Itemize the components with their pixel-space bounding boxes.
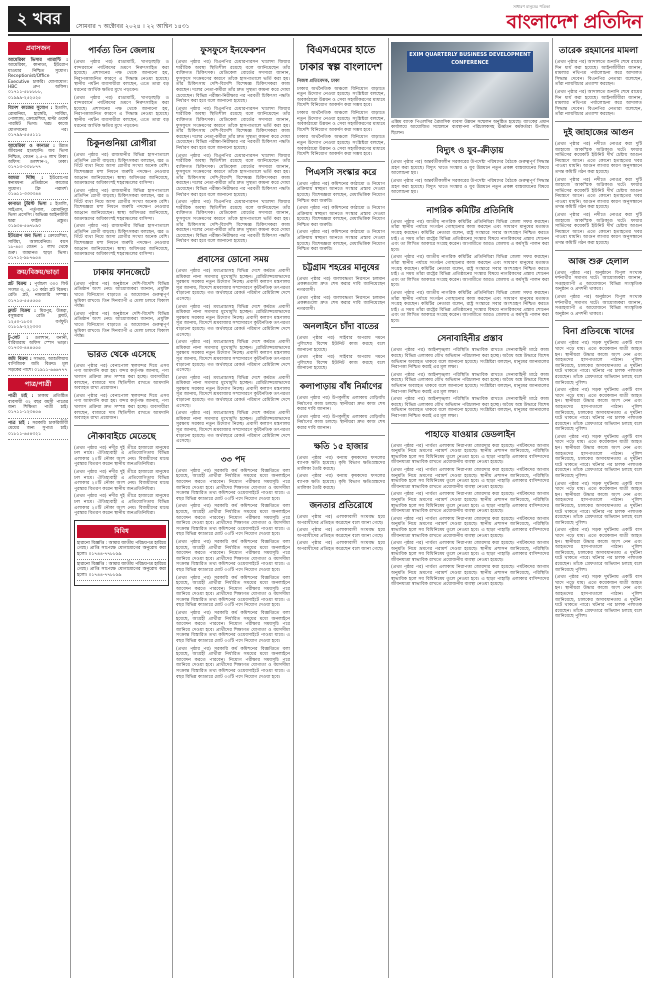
article-text: (প্রথম পৃষ্ঠার পর) নদীতে নোঙর করা দুটি জাহাজে আকস্মিক অগ্নিকাণ্ড ঘটে। ফায়ার সার্ভিসের কয়েকটি ইউনিট দীর্ঘ চেষ্টায় আগুন নিয়ন্ত্রণে আনে। এতে কোনো হতাহতের খবর পাওয়া যায়নি। আগুন লাগার কারণ অনুসন্ধানে তদন্ত কমিটি গঠন করা হয়েছে।	[555, 141, 642, 175]
article-text: (প্রথম পৃষ্ঠার পর) নদীতে নোঙর করা দুটি জাহাজে আকস্মিক অগ্নিকাণ্ড ঘটে। ফায়ার সার্ভিসের কয়েকটি ইউনিট দীর্ঘ চেষ্টায় আগুন নিয়ন্ত্রণে আনে। এতে কোনো হতাহতের খবর পাওয়া যায়নি। আগুন লাগার কারণ অনুসন্ধানে তদন্ত কমিটি গঠন করা হয়েছে।	[555, 213, 642, 247]
article-text: (প্রথম পৃষ্ঠার পর) সরকারি কর্ম কমিশনের বিজ্ঞপ্তিতে বলা হয়েছে, আগ্রহী প্রার্থীরা নির্ধারিত সময়ের মধ্যে অনলাইনে আবেদন করতে পারবেন। নিয়োগ পরীক্ষার সময়সূচি পরে জানিয়ে দেওয়া হবে। প্রার্থীদের শিক্ষাগত যোগ্যতা ও বয়সসীমা সংক্রান্ত বিস্তারিত তথ্য কমিশনের ওয়েবসাইটে পাওয়া যাবে। এ বছর বিভিন্ন ক্যাডারে মোট ৩৩টি পদে নিয়োগ দেওয়া হবে।	[176, 504, 290, 538]
headline: চিকুনগুনিয়া রোগীরা	[86, 139, 157, 150]
column-divider	[388, 38, 389, 978]
article-text: (প্রথম পৃষ্ঠার পর) মধ্যপ্রাচ্যসহ বিভিন্ন দেশে কর্মরত প্রবাসী শ্রমিকরা নানা সমস্যার মুখোমুখি হচ্ছেন। রেমিট্যান্সযোদ্ধাদের সুরক্ষায় সরকার নতুন উদ্যোগ নিচ্ছে। প্রবাসী কল্যাণ মন্ত্রণালয় সূত্র জানায়, বিদেশে শ্রমবাজার সম্প্রসারণে কূটনৈতিক তৎপরতা বাড়ানো হয়েছে। গত অর্থবছরে রেকর্ড পরিমাণ রেমিট্যান্স দেশে এসেছে।	[176, 411, 290, 445]
article-text: (প্রথম পৃষ্ঠার পর) রাজধানীর বিভিন্ন হাসপাতালে প্রতিদিন রোগী বাড়ছে। চিকিৎসকরা বলছেন, জ্বর ও গিঁটে ব্যথা নিয়ে আসা রোগীর সংখ্যা অনেক বেশি। বিশেষজ্ঞরা মশা নিধনে জরুরি পদক্ষেপ নেওয়ার আহ্বান জানিয়েছেন। স্বাস্থ্য অধিদপ্তর জানিয়েছে, আক্রান্তদের অধিকাংশই শহরাঞ্চলের বাসিন্দা।	[74, 224, 169, 258]
article-text: (প্রথম পৃষ্ঠার পর) অনুষ্ঠানে বিপুল সংখ্যক দর্শনার্থীর সমাগম ঘটে। আয়োজকরা জানান, সপ্তাহব্যাপী এ আয়োজনে বিভিন্ন সাংস্কৃতিক অনুষ্ঠান ও প্রদর্শনী থাকবে।	[555, 295, 642, 317]
classified-ad: জমি বিক্রয় : সাভার, আশুলিয়ায় বাণিজ্যিক জমি বিক্রয়। মূল সড়কের পাশে। ০১৯১১-৬৬৬৭৭৭	[8, 357, 68, 376]
article-text: (প্রথম পৃষ্ঠার পর) নদীর দুই তীরে হাজারো মানুষের ঢল নামে। ঐতিহ্যবাহী এ প্রতিযোগিতায় বিভিন্ন এলাকার ২০টি নৌকা অংশ নেয়। বিজয়ীদের মাঝে পুরস্কার বিতরণ করেন স্থানীয় জনপ্রতিনিধিরা।	[74, 445, 169, 468]
article-text: (প্রথম পৃষ্ঠার পর) আইনশৃঙ্খলা পরিস্থিতি স্বাভাবিক রাখতে সেনাবাহিনী মাঠে কাজ করছে। বিভিন্ন এলাকায় যৌথ অভিযান পরিচালনা করা হচ্ছে। অবৈধ অস্ত্র উদ্ধারে বিশেষ অভিযান অব্যাহত থাকবে বলে জানানো হয়েছে। সংশ্লিষ্টরা বলছেন, মানুষের জানমালের নিরাপত্তা নিশ্চিত করাই এর মূল লক্ষ্য।	[391, 397, 549, 419]
divider	[555, 250, 642, 251]
article-text: (প্রথম পৃষ্ঠার পর) এলাকাবাসী সংঘবদ্ধ হয়ে অপরাধীদের প্রতিহত করেছেন বলে জানা গেছে।	[297, 528, 385, 539]
article-text: (প্রথম পৃষ্ঠার পর) সড়ক দুর্ঘটনায় একটি বাস খাদে পড়ে যায়। এতে কয়েকজন যাত্রী আহত হন। স্থানীয়রা উদ্ধার কাজে অংশ নেন এবং আহতদের হাসপাতালে পাঠান। পুলিশ জানিয়েছে, চালকের অসাবধানতায় এ দুর্ঘটনা ঘটে থাকতে পারে। ঘটনার পর চালক পলাতক রয়েছেন। তাঁকে গ্রেফতারে অভিযান চলছে বলে জানিয়েছে পুলিশ।	[555, 575, 642, 620]
divider	[297, 494, 385, 495]
byline: নিজস্ব প্রতিবেদক, ঢাকা	[297, 79, 340, 84]
section-heading: ক্রয়/বিক্রয়/ভাড়া	[8, 266, 68, 279]
classified-list	[8, 58, 68, 264]
divider	[297, 161, 385, 162]
column-divider	[70, 38, 71, 978]
article-text: (প্রথম পৃষ্ঠার পর) মধ্যপ্রাচ্যসহ বিভিন্ন দেশে কর্মরত প্রবাসী শ্রমিকরা নানা সমস্যার মুখোমুখি হচ্ছেন। রেমিট্যান্সযোদ্ধাদের সুরক্ষায় সরকার নতুন উদ্যোগ নিচ্ছে। প্রবাসী কল্যাণ মন্ত্রণালয় সূত্র জানায়, বিদেশে শ্রমবাজার সম্প্রসারণে কূটনৈতিক তৎপরতা বাড়ানো হয়েছে। গত অর্থবছরে রেকর্ড পরিমাণ রেমিট্যান্স দেশে এসেছে।	[176, 304, 290, 338]
news-column-3	[176, 40, 290, 980]
headline: দুই জাহাজের আগুন	[563, 127, 634, 138]
headline: অনলাইনে চাঁদা বাতের	[303, 322, 379, 333]
photo-caption: এক্সিম ব্যাংক পিএলসির ত্রৈমাসিক ব্যবসা উন্নয়ন সম্মেলন অনুষ্ঠিত হয়েছে। ব্যাংকের প্রধান কার্যালয়ে আয়োজিত সম্মেলনে ব্যবস্থাপনা পরিচালকসহ ঊর্ধ্বতন কর্মকর্তারা উপস্থিত ছিলেন।	[391, 120, 549, 136]
article-text: (প্রথম পৃষ্ঠার পর) আইনশৃঙ্খলা পরিস্থিতি স্বাভাবিক রাখতে সেনাবাহিনী মাঠে কাজ করছে। বিভিন্ন এলাকায় যৌথ অভিযান পরিচালনা করা হচ্ছে। অবৈধ অস্ত্র উদ্ধারে বিশেষ অভিযান অব্যাহত থাকবে বলে জানানো হয়েছে। সংশ্লিষ্টরা বলছেন, মানুষের জানমালের নিরাপত্তা নিশ্চিত করাই এর মূল লক্ষ্য।	[391, 348, 549, 371]
news-column-4	[297, 40, 385, 980]
news-column-6	[555, 40, 642, 980]
article-text: (প্রথম পৃষ্ঠার পর) রাজধানীর বিভিন্ন হাসপাতালে প্রতিদিন রোগী বাড়ছে। চিকিৎসকরা বলছেন, জ্বর ও গিঁটে ব্যথা নিয়ে আসা রোগীর সংখ্যা অনেক বেশি। বিশেষজ্ঞরা মশা নিধনে জরুরি পদক্ষেপ নেওয়ার আহ্বান জানিয়েছেন। স্বাস্থ্য অধিদপ্তর জানিয়েছে, আক্রান্তদের অধিকাংশই শহরাঞ্চলের বাসিন্দা।	[74, 153, 169, 187]
headline: ভারত থেকে এসেছে	[87, 349, 156, 360]
article-text: (প্রথম পৃষ্ঠার পর) জাতীয় নাগরিক কমিটির প্রতিনিধিরা বিভিন্ন জেলা সফর করছেন। তাঁরা স্থানীয় পর্যায়ে সংগঠন গোছানোর কাজ করছেন এবং সাধারণ মানুষের মতামত সংগ্রহ করছেন। কমিটির নেতারা বলেন, রাষ্ট্র সংস্কারে সবার অংশগ্রহণ নিশ্চিত করতে চাই। এ সময় তাঁরা রাষ্ট্রের বিভিন্ন প্রতিষ্ঠানের সংস্কার বিষয়ে নাগরিকদের প্রস্তাব শোনেন এবং তা লিখিত আকারে সংগ্রহ করেন। আগামীতে আরও জেলায় এ কর্মসূচি পালন করা হবে।	[391, 290, 549, 324]
article-text: (প্রথম পৃষ্ঠার পর) বেনাপোল স্থলবন্দর দিয়ে এসব পণ্য আমদানি করা হয়। বন্দর কর্তৃপক্ষ জানায়, পণ্য খালাস প্রক্রিয়া দ্রুত সম্পন্ন করা হচ্ছে। ব্যবসায়ীরা বলছেন, বাজারে দাম স্থিতিশীল রাখতে আমদানি অব্যাহত রাখা প্রয়োজন।	[74, 393, 169, 422]
column-divider	[172, 38, 173, 978]
divider	[555, 320, 642, 321]
headline: আজ শুরু হেলাল	[568, 256, 629, 267]
classified-ad: আমেরিকা ও কানাডা : উন্নত জীবনের হাতছানি। জব ভিসা নিশ্চিত, বেতন ২.৫-৪ লাখ টাকা। অফিস: গুলশান-২, ঢাকা। ০১৭১৩-০০৮৮৭৭	[8, 144, 68, 174]
article-text: (প্রথম পৃষ্ঠার পর) এলাকাবাসী সংঘবদ্ধ হয়ে অপরাধীদের প্রতিহত করেছেন বলে জানা গেছে।	[297, 541, 385, 553]
classified-ad: হারানো বিজ্ঞপ্তি : আমার জাতীয় পরিচয়পত্র হারিয়ে গেছে। প্রাপ্তি সাপেক্ষে যোগাযোগের অনুরোধ করা হলো। ০১৭৪৪-৭৭৮৮৯৯	[77, 541, 166, 560]
headline: কলাপাড়ায় বাঁধ নির্মাণের	[299, 381, 383, 392]
article-text: (প্রথম পৃষ্ঠার পর) বেনাপোল স্থলবন্দর দিয়ে এসব পণ্য আমদানি করা হয়। বন্দর কর্তৃপক্ষ জানায়, পণ্য খালাস প্রক্রিয়া দ্রুত সম্পন্ন করা হচ্ছে। ব্যবসায়ীরা বলছেন, বাজারে দাম স্থিতিশীল রাখতে আমদানি অব্যাহত রাখা প্রয়োজন।	[74, 363, 169, 392]
headline: ঢাকায় ফানজেটে	[93, 267, 150, 278]
article-text: (প্রথম পৃষ্ঠার পর) বিএনপির চেয়ারপারসন খালেদা জিয়ার শারীরিক অবস্থা স্থিতিশীল রয়েছে বলে জানিয়েছেন তাঁর ব্যক্তিগত চিকিৎসক। মেডিকেল বোর্ডের সদস্যরা জানান, ফুসফুসে সংক্রমণের কারণে তাঁকে হাসপাতালে ভর্তি করা হয়। তাঁর চিকিৎসায় দেশি-বিদেশি বিশেষজ্ঞ চিকিৎসকরা কাজ করছেন। দলের নেতা-কর্মীরা তাঁর দ্রুত সুস্থতা কামনা করে দোয়া চেয়েছেন। বিভিন্ন পরীক্ষা-নিরীক্ষার পর পরবর্তী চিকিৎসা পদ্ধতি নির্ধারণ করা হবে বলে জানানো হয়েছে।	[176, 200, 290, 245]
divider	[391, 327, 549, 328]
article-text: (প্রথম পৃষ্ঠার পর) পার্বত্য এলাকায় নিরাপত্তা জোরদার করা হয়েছে। পর্যটকদের আগাম অনুমতি নিয়ে ভ্রমণের পরামর্শ দেওয়া হয়েছে। স্থানীয় প্রশাসন জানিয়েছে, পরিস্থিতি স্বাভাবিক হলে সব বিধিনিষেধ তুলে নেওয়া হবে। এ ছাড়া পাহাড়ি এলাকার বাসিন্দাদের জীবনযাত্রা স্বাভাবিক রাখতে প্রয়োজনীয় ব্যবস্থা নেওয়া হয়েছে।	[391, 541, 549, 563]
section-heading: প্রবাসজন	[8, 42, 68, 55]
headline: তারেক রহমানের মামলা	[559, 46, 638, 56]
article-text: (প্রথম পৃষ্ঠার পর) পার্বত্য এলাকায় নিরাপত্তা জোরদার করা হয়েছে। পর্যটকদের আগাম অনুমতি নিয়ে ভ্রমণের পরামর্শ দেওয়া হয়েছে। স্থানীয় প্রশাসন জানিয়েছে, পরিস্থিতি স্বাভাবিক হলে সব বিধিনিষেধ তুলে নেওয়া হবে। এ ছাড়া পাহাড়ি এলাকার বাসিন্দাদের জীবনযাত্রা স্বাভাবিক রাখতে প্রয়োজনীয় ব্যবস্থা নেওয়া হয়েছে।	[391, 467, 549, 490]
article-text: (প্রথম পৃষ্ঠার পর) অন্তর্বর্তীকালীন সরকারের উপদেষ্টা পরিষদের বৈঠকে গুরুত্বপূর্ণ সিদ্ধান্ত গ্রহণ করা হয়েছে। বিদ্যুৎ খাতে সংস্কার ও যুব উন্নয়নে নতুন প্রকল্প বাস্তবায়নের বিষয়ে আলোচনা হয়।	[391, 179, 549, 196]
classified-ad: পাত্র চাই : সরকারি চাকরিজীবী মেয়ের জন্য সুপাত্র চাই। ০১৮১১-৬৫৪৩২১	[8, 421, 68, 440]
article-text: (প্রথম পৃষ্ঠার পর) কমিশনের কাঠামো ও নিয়োগ প্রক্রিয়ায় স্বচ্ছতা আনতে সংস্কার প্রস্তাব দেওয়া হয়েছে। বিশেষজ্ঞরা বলছেন, মেধাভিত্তিক নিয়োগ নিশ্চিত করা জরুরি।	[297, 230, 385, 253]
article-text: (প্রথম পৃষ্ঠার পর) সড়ক দুর্ঘটনায় একটি বাস খাদে পড়ে যায়। এতে কয়েকজন যাত্রী আহত হন। স্থানীয়রা উদ্ধার কাজে অংশ নেন এবং আহতদের হাসপাতালে পাঠান। পুলিশ জানিয়েছে, চালকের অসাবধানতায় এ দুর্ঘটনা ঘটে থাকতে পারে। ঘটনার পর চালক পলাতক রয়েছেন। তাঁকে গ্রেফতারে অভিযান চলছে বলে জানিয়েছে পুলিশ।	[555, 528, 642, 573]
article-text: (প্রথম পৃষ্ঠার পর) সরকারি কর্ম কমিশনের বিজ্ঞপ্তিতে বলা হয়েছে, আগ্রহী প্রার্থীরা নির্ধারিত সময়ের মধ্যে অনলাইনে আবেদন করতে পারবেন। নিয়োগ পরীক্ষার সময়সূচি পরে জানিয়ে দেওয়া হবে। প্রার্থীদের শিক্ষাগত যোগ্যতা ও বয়সসীমা সংক্রান্ত বিস্তারিত তথ্য কমিশনের ওয়েবসাইটে পাওয়া যাবে। এ বছর বিভিন্ন ক্যাডারে মোট ৩৩টি পদে নিয়োগ দেওয়া হবে।	[176, 539, 290, 573]
article-text: (প্রথম পৃষ্ঠার পর) অন্তর্বর্তীকালীন সরকারের উপদেষ্টা পরিষদের বৈঠকে গুরুত্বপূর্ণ সিদ্ধান্ত গ্রহণ করা হয়েছে। বিদ্যুৎ খাতে সংস্কার ও যুব উন্নয়নে নতুন প্রকল্প বাস্তবায়নের বিষয়ে আলোচনা হয়।	[391, 160, 549, 177]
divider	[74, 425, 169, 426]
classified-ad: আমেরিকা ভিসার গ্যারান্টি : আমেরিকা, কানাডা, ইউরোপ যাওয়ার নিশ্চিত সুযোগ। Receptionist/Office Executive চাকরি। যোগাযোগ: HBC গ্রুপ অফিস। ০১৭১১-৫৮৮৮৮৮, ০১৯৯৯-২৫২৫২৫	[8, 58, 68, 104]
divider	[391, 199, 549, 200]
article-text: (প্রথম পৃষ্ঠার পর) জাতীয় নাগরিক কমিটির প্রতিনিধিরা বিভিন্ন জেলা সফর করছেন। তাঁরা স্থানীয় পর্যায়ে সংগঠন গোছানোর কাজ করছেন এবং সাধারণ মানুষের মতামত সংগ্রহ করছেন। কমিটির নেতারা বলেন, রাষ্ট্র সংস্কারে সবার অংশগ্রহণ নিশ্চিত করতে চাই। এ সময় তাঁরা রাষ্ট্রের বিভিন্ন প্রতিষ্ঠানের সংস্কার বিষয়ে নাগরিকদের প্রস্তাব শোনেন এবং তা লিখিত আকারে সংগ্রহ করেন। আগামীতে আরও জেলায় এ কর্মসূচি পালন করা হবে।	[391, 255, 549, 289]
headline: চট্টগ্রাম শহরের মানুষের	[302, 262, 380, 273]
divider	[391, 139, 549, 140]
divider	[176, 448, 290, 449]
headline: ক্ষতি ১৫ হাজার	[313, 441, 369, 452]
article-text: (প্রথম পৃষ্ঠার পর) বন্যায় কৃষকদের ফসলের ব্যাপক ক্ষতি হয়েছে। কৃষি বিভাগ ক্ষতিগ্রস্তদের তালিকা তৈরি করছে।	[297, 474, 385, 491]
classified-ad: হারানো বিজ্ঞপ্তি : আমার জাতীয় পরিচয়পত্র হারিয়ে গেছে। প্রাপ্তি সাপেক্ষে যোগাযোগের অনুরোধ করা হলো। ০১৭৪৪-৭৭৮৮৯৯	[77, 562, 166, 581]
divider	[176, 248, 290, 249]
headline: বিনা প্রতিবন্ধে খাদের	[562, 327, 635, 338]
news-column-2	[74, 40, 169, 980]
classified-ad: আমরা দিচ্ছি : ইউরোপের স্বনামধন্য প্রতিষ্ঠানে কাজের সুযোগ। ফ্রি পরামর্শ। ০১৬১১-৩৩৩৩৪৪	[8, 176, 68, 201]
article-text: (প্রথম পৃষ্ঠার পর) জলাবদ্ধতা নিরসনে চলমান প্রকল্পগুলো দ্রুত শেষ করার দাবি জানিয়েছেন নগরবাসী।	[297, 276, 385, 294]
headline: সেনাবাহিনীর প্রস্তাব	[437, 334, 503, 345]
article-text: (প্রথম পৃষ্ঠার পর) মধ্যপ্রাচ্যসহ বিভিন্ন দেশে কর্মরত প্রবাসী শ্রমিকরা নানা সমস্যার মুখোমুখি হচ্ছেন। রেমিট্যান্সযোদ্ধাদের সুরক্ষায় সরকার নতুন উদ্যোগ নিচ্ছে। প্রবাসী কল্যাণ মন্ত্রণালয় সূত্র জানায়, বিদেশে শ্রমবাজার সম্প্রসারণে কূটনৈতিক তৎপরতা বাড়ানো হয়েছে। গত অর্থবছরে রেকর্ড পরিমাণ রেমিট্যান্স দেশে এসেছে।	[176, 269, 290, 302]
classified-ad: ইউরোপ জব ভিসা : ক্রোয়েশিয়া, সার্বিয়া, আলবেনিয়া। বয়স ১৮-৪৫। বেতন ১ লাখ থেকে শুরু। জামানত ছাড়া ভিসা। ০১৭১২-৯৮৭৬৫৪	[8, 234, 68, 264]
article-text: (প্রথম পৃষ্ঠার পর) অনুষ্ঠানে বিপুল সংখ্যক দর্শনার্থীর সমাগম ঘটে। আয়োজকরা জানান, সপ্তাহব্যাপী এ আয়োজনে বিভিন্ন সাংস্কৃতিক অনুষ্ঠান ও প্রদর্শনী থাকবে।	[555, 270, 642, 293]
classified-ad: পাত্রী চাই : ঢাকায় প্রতিষ্ঠিত ব্যবসায়ী ৩২ বছর বয়সী পাত্রের জন্য শিক্ষিতা পাত্রী চাই। ০১৭১১-১২৩৪৫৬	[8, 394, 68, 419]
article-text: (প্রথম পৃষ্ঠার পর) সাইবার অপরাধ দমনে পুলিশের বিশেষ ইউনিট কাজ করছে বলে জানানো হয়েছে।	[297, 336, 385, 353]
divider	[74, 343, 169, 344]
article-text: (প্রথম পৃষ্ঠার পর) উপকূলীয় এলাকায় বেড়িবাঁধ নির্মাণের কাজ চলছে। স্থানীয়রা দ্রুত কাজ শেষ করার দাবি জানান।	[297, 414, 385, 431]
article-text: ঢাকার অর্থনৈতিক অঞ্চলে বিনিয়োগ বাড়াতে নতুন উদ্যোগ নেওয়া হয়েছে। সংশ্লিষ্টরা বলছেন, অবকাঠামো উন্নয়ন ও সেবা সহজীকরণের মাধ্যমে বিদেশি বিনিয়োগ আকর্ষণ করা সম্ভব হবে।	[297, 86, 385, 109]
divider	[297, 315, 385, 316]
article-text: (প্রথম পৃষ্ঠার পর) পার্বত্য এলাকায় নিরাপত্তা জোরদার করা হয়েছে। পর্যটকদের আগাম অনুমতি নিয়ে ভ্রমণের পরামর্শ দেওয়া হয়েছে। স্থানীয় প্রশাসন জানিয়েছে, পরিস্থিতি স্বাভাবিক হলে সব বিধিনিষেধ তুলে নেওয়া হবে। এ ছাড়া পাহাড়ি এলাকার বাসিন্দাদের জীবনযাত্রা স্বাভাবিক রাখতে প্রয়োজনীয় ব্যবস্থা নেওয়া হয়েছে।	[391, 492, 549, 515]
classified-ad: কানাডা টুরিস্ট ভিসা : ইতালি, সাইপ্রাস, পর্তুগাল, রোমানিয়া ভিসা প্রসেসিং। অভিজ্ঞ আইনজীবী দ্বারা ফাইল প্রস্তুত। ০১৯৩৪-৫৬৭৮৯০	[8, 202, 68, 232]
article-text: (প্রথম পৃষ্ঠার পর) সরকারি কর্ম কমিশনের বিজ্ঞপ্তিতে বলা হয়েছে, আগ্রহী প্রার্থীরা নির্ধারিত সময়ের মধ্যে অনলাইনে আবেদন করতে পারবেন। নিয়োগ পরীক্ষার সময়সূচি পরে জানিয়ে দেওয়া হবে। প্রার্থীদের শিক্ষাগত যোগ্যতা ও বয়সসীমা সংক্রান্ত বিস্তারিত তথ্য কমিশনের ওয়েবসাইটে পাওয়া যাবে। এ বছর বিভিন্ন ক্যাডারে মোট ৩৩টি পদে নিয়োগ দেওয়া হবে।	[176, 468, 290, 502]
divider	[74, 132, 169, 133]
section-name: খবর	[32, 9, 62, 28]
article-text: (প্রথম পৃষ্ঠার পর) অনুষ্ঠানে দেশি-বিদেশি বিভিন্ন প্রতিষ্ঠান অংশ নেয়। আয়োজকরা জানান, প্রযুক্তি খাতে বিনিয়োগ বাড়াতে এ আয়োজন গুরুত্বপূর্ণ ভূমিকা রাখবে। তিন দিনব্যাপী এ মেলা চলবে বিকাল পর্যন্ত।	[74, 311, 169, 340]
article-text: (প্রথম পৃষ্ঠার পর) মধ্যপ্রাচ্যসহ বিভিন্ন দেশে কর্মরত প্রবাসী শ্রমিকরা নানা সমস্যার মুখোমুখি হচ্ছেন। রেমিট্যান্সযোদ্ধাদের সুরক্ষায় সরকার নতুন উদ্যোগ নিচ্ছে। প্রবাসী কল্যাণ মন্ত্রণালয় সূত্র জানায়, বিদেশে শ্রমবাজার সম্প্রসারণে কূটনৈতিক তৎপরতা বাড়ানো হয়েছে। গত অর্থবছরে রেকর্ড পরিমাণ রেমিট্যান্স দেশে এসেছে।	[176, 340, 290, 374]
masthead	[8, 6, 642, 36]
divider	[297, 375, 385, 376]
article-text: ঢাকার অর্থনৈতিক অঞ্চলে বিনিয়োগ বাড়াতে নতুন উদ্যোগ নেওয়া হয়েছে। সংশ্লিষ্টরা বলছেন, অবকাঠামো উন্নয়ন ও সেবা সহজীকরণের মাধ্যমে বিদেশি বিনিয়োগ আকর্ষণ করা সম্ভব হবে।	[297, 110, 385, 133]
article-text: (প্রথম পৃষ্ঠার পর) রাঙামাটি, খাগড়াছড়ি ও বান্দরবানে পর্যটকদের ভ্রমণে নিরুৎসাহিত করা হয়েছে। প্রশাসনের পক্ষ থেকে জানানো হয়, নিরাপত্তাজনিত কারণে এ সিদ্ধান্ত নেওয়া হয়েছে। স্থানীয় পর্যটন ব্যবসায়ীরা বলছেন, এতে তারা বড় ধরনের আর্থিক ক্ষতির মুখে পড়বেন।	[74, 95, 169, 129]
headline: বিদ্যুৎ ও যুব-ক্রীড়ায়	[436, 146, 504, 157]
classified-ad: টু-লেট : গুলশান, বনানী, বারিধারায় অফিস স্পেস ভাড়া। ০১৭৩০-৪৪৪৫৫৫	[8, 336, 68, 355]
headline: জনতার প্রতিরোধে	[309, 501, 373, 512]
newspaper-logo: বাংলাদেশ প্রতিদিন	[506, 11, 642, 33]
column-divider	[552, 38, 553, 978]
headline: পাহাড়ে যাওয়ার ডেডলাইন	[424, 429, 516, 440]
headline: ফুসফুসে ইনফেকশন	[200, 46, 266, 56]
article-text: (প্রথম পৃষ্ঠার পর) নদীতে নোঙর করা দুটি জাহাজে আকস্মিক অগ্নিকাণ্ড ঘটে। ফায়ার সার্ভিসের কয়েকটি ইউনিট দীর্ঘ চেষ্টায় আগুন নিয়ন্ত্রণে আনে। এতে কোনো হতাহতের খবর পাওয়া যায়নি। আগুন লাগার কারণ অনুসন্ধানে তদন্ত কমিটি গঠন করা হয়েছে।	[555, 177, 642, 211]
conference-photo	[391, 42, 549, 118]
headline: পার্বত্য তিন জেলায়	[88, 46, 155, 56]
article-text: (প্রথম পৃষ্ঠার পর) আইনশৃঙ্খলা পরিস্থিতি স্বাভাবিক রাখতে সেনাবাহিনী মাঠে কাজ করছে। বিভিন্ন এলাকায় যৌথ অভিযান পরিচালনা করা হচ্ছে। অবৈধ অস্ত্র উদ্ধারে বিশেষ অভিযান অব্যাহত থাকবে বলে জানানো হয়েছে। সংশ্লিষ্টরা বলছেন, মানুষের জানমালের নিরাপত্তা নিশ্চিত করাই এর মূল লক্ষ্য।	[391, 372, 549, 395]
article-text: (প্রথম পৃষ্ঠার পর) জলাবদ্ধতা নিরসনে চলমান প্রকল্পগুলো দ্রুত শেষ করার দাবি জানিয়েছেন নগরবাসী।	[297, 295, 385, 312]
headline: প্রবাসের ডোনো সময়	[197, 255, 269, 265]
article-text: (প্রথম পৃষ্ঠার পর) রাঙামাটি, খাগড়াছড়ি ও বান্দরবানে পর্যটকদের ভ্রমণে নিরুৎসাহিত করা হয়েছে। প্রশাসনের পক্ষ থেকে জানানো হয়, নিরাপত্তাজনিত কারণে এ সিদ্ধান্ত নেওয়া হয়েছে। স্থানীয় পর্যটন ব্যবসায়ীরা বলছেন, এতে তারা বড় ধরনের আর্থিক ক্ষতির মুখে পড়বেন।	[74, 60, 169, 93]
headline: নৌকাবাইচে মেতেছে	[87, 431, 156, 442]
photo-banner: EXIM QUARTERLY BUSINESS DEVELOPMENT CONFERENCE	[407, 51, 533, 72]
article-text: (প্রথম পৃষ্ঠার পর) সরকারি কর্ম কমিশনের বিজ্ঞপ্তিতে বলা হয়েছে, আগ্রহী প্রার্থীরা নির্ধারিত সময়ের মধ্যে অনলাইনে আবেদন করতে পারবেন। নিয়োগ পরীক্ষার সময়সূচি পরে জানিয়ে দেওয়া হবে। প্রার্থীদের শিক্ষাগত যোগ্যতা ও বয়সসীমা সংক্রান্ত বিস্তারিত তথ্য কমিশনের ওয়েবসাইটে পাওয়া যাবে। এ বছর বিভিন্ন ক্যাডারে মোট ৩৩টি পদে নিয়োগ দেওয়া হবে।	[176, 611, 290, 645]
article-text: (প্রথম পৃষ্ঠার পর) রাজধানীর বিভিন্ন হাসপাতালে প্রতিদিন রোগী বাড়ছে। চিকিৎসকরা বলছেন, জ্বর ও গিঁটে ব্যথা নিয়ে আসা রোগীর সংখ্যা অনেক বেশি। বিশেষজ্ঞরা মশা নিধনে জরুরি পদক্ষেপ নেওয়ার আহ্বান জানিয়েছেন। স্বাস্থ্য অধিদপ্তর জানিয়েছে, আক্রান্তদের অধিকাংশই শহরাঞ্চলের বাসিন্দা।	[74, 188, 169, 222]
article-text: (প্রথম পৃষ্ঠার পর) বিএনপির চেয়ারপারসন খালেদা জিয়ার শারীরিক অবস্থা স্থিতিশীল রয়েছে বলে জানিয়েছেন তাঁর ব্যক্তিগত চিকিৎসক। মেডিকেল বোর্ডের সদস্যরা জানান, ফুসফুসে সংক্রমণের কারণে তাঁকে হাসপাতালে ভর্তি করা হয়। তাঁর চিকিৎসায় দেশি-বিদেশি বিশেষজ্ঞ চিকিৎসকরা কাজ করছেন। দলের নেতা-কর্মীরা তাঁর দ্রুত সুস্থতা কামনা করে দোয়া চেয়েছেন। বিভিন্ন পরীক্ষা-নিরীক্ষার পর পরবর্তী চিকিৎসা পদ্ধতি নির্ধারণ করা হবে বলে জানানো হয়েছে।	[176, 153, 290, 198]
page-number-text: ২	[16, 9, 28, 28]
article-text: (প্রথম পৃষ্ঠার পর) সরকারি কর্ম কমিশনের বিজ্ঞপ্তিতে বলা হয়েছে, আগ্রহী প্রার্থীরা নির্ধারিত সময়ের মধ্যে অনলাইনে আবেদন করতে পারবেন। নিয়োগ পরীক্ষার সময়সূচি পরে জানিয়ে দেওয়া হবে। প্রার্থীদের শিক্ষাগত যোগ্যতা ও বয়সসীমা সংক্রান্ত বিস্তারিত তথ্য কমিশনের ওয়েবসাইটে পাওয়া যাবে। এ বছর বিভিন্ন ক্যাডারে মোট ৩৩টি পদে নিয়োগ দেওয়া হবে।	[176, 575, 290, 609]
article-text: (প্রথম পৃষ্ঠার পর) সড়ক দুর্ঘটনায় একটি বাস খাদে পড়ে যায়। এতে কয়েকজন যাত্রী আহত হন। স্থানীয়রা উদ্ধার কাজে অংশ নেন এবং আহতদের হাসপাতালে পাঠান। পুলিশ জানিয়েছে, চালকের অসাবধানতায় এ দুর্ঘটনা ঘটে থাকতে পারে। ঘটনার পর চালক পলাতক রয়েছেন। তাঁকে গ্রেফতারে অভিযান চলছে বলে জানিয়েছে পুলিশ।	[555, 434, 642, 480]
article-text: (প্রথম পৃষ্ঠার পর) আদালতে শুনানি শেষে রায়ের দিন ধার্য করা হয়েছে। আইনজীবীরা জানান, মামলার নথিপত্র পর্যালোচনা করে আদালত সিদ্ধান্ত দেবেন। বিএনপির নেতারা বলেছেন, তাঁরা ন্যায়বিচার প্রত্যাশা করছেন।	[555, 89, 642, 118]
article-text: (প্রথম পৃষ্ঠার পর) অনুষ্ঠানে দেশি-বিদেশি বিভিন্ন প্রতিষ্ঠান অংশ নেয়। আয়োজকরা জানান, প্রযুক্তি খাতে বিনিয়োগ বাড়াতে এ আয়োজন গুরুত্বপূর্ণ ভূমিকা রাখবে। তিন দিনব্যাপী এ মেলা চলবে বিকাল পর্যন্ত।	[74, 281, 169, 310]
article-text: (প্রথম পৃষ্ঠার পর) সড়ক দুর্ঘটনায় একটি বাস খাদে পড়ে যায়। এতে কয়েকজন যাত্রী আহত হন। স্থানীয়রা উদ্ধার কাজে অংশ নেন এবং আহতদের হাসপাতালে পাঠান। পুলিশ জানিয়েছে, চালকের অসাবধানতায় এ দুর্ঘটনা ঘটে থাকতে পারে। ঘটনার পর চালক পলাতক রয়েছেন। তাঁকে গ্রেফতারে অভিযান চলছে বলে জানিয়েছে পুলিশ।	[555, 388, 642, 433]
column-divider	[293, 38, 294, 978]
divider	[555, 121, 642, 122]
classified-ad: প্লট বিক্রয় : পূর্বাচল ৩০০ ফিট সংলগ্ন ৩, ৫, ১০ কাঠা প্লট বিক্রয়। রেডি প্লট, নামজারি সম্পন্ন। ০১৭১৫-৫৫৫৫৫৫	[8, 282, 68, 307]
article-text: (প্রথম পৃষ্ঠার পর) সরকারি কর্ম কমিশনের বিজ্ঞপ্তিতে বলা হয়েছে, আগ্রহী প্রার্থীরা নির্ধারিত সময়ের মধ্যে অনলাইনে আবেদন করতে পারবেন। নিয়োগ পরীক্ষার সময়সূচি পরে জানিয়ে দেওয়া হবে। প্রার্থীদের শিক্ষাগত যোগ্যতা ও বয়সসীমা সংক্রান্ত বিস্তারিত তথ্য কমিশনের ওয়েবসাইটে পাওয়া যাবে। এ বছর বিভিন্ন ক্যাডারে মোট ৩৩টি পদে নিয়োগ দেওয়া হবে।	[176, 646, 290, 680]
page-number	[8, 6, 70, 32]
headline: নাগরিক কমিটির প্রতিনিধি	[426, 205, 514, 216]
article-text: (প্রথম পৃষ্ঠার পর) পার্বত্য এলাকায় নিরাপত্তা জোরদার করা হয়েছে। পর্যটকদের আগাম অনুমতি নিয়ে ভ্রমণের পরামর্শ দেওয়া হয়েছে। স্থানীয় প্রশাসন জানিয়েছে, পরিস্থিতি স্বাভাবিক হলে সব বিধিনিষেধ তুলে নেওয়া হবে। এ ছাড়া পাহাড়ি এলাকার বাসিন্দাদের জীবনযাত্রা স্বাভাবিক রাখতে প্রয়োজনীয় ব্যবস্থা নেওয়া হয়েছে।	[391, 516, 549, 539]
article-text: (প্রথম পৃষ্ঠার পর) আদালতে শুনানি শেষে রায়ের দিন ধার্য করা হয়েছে। আইনজীবীরা জানান, মামলার নথিপত্র পর্যালোচনা করে আদালত সিদ্ধান্ত দেবেন। বিএনপির নেতারা বলেছেন, তাঁরা ন্যায়বিচার প্রত্যাশা করছেন।	[555, 60, 642, 88]
classified-ad: ফ্ল্যাট বিক্রয় : মিরপুর, উত্তরা, বসুন্ধরায় রেডি ফ্ল্যাট, ১২৫০-১৮০০ বর্গফুট। ০১৮১৯-২২২৩৩৩	[8, 309, 68, 334]
article-text: (প্রথম পৃষ্ঠার পর) এলাকাবাসী সংঘবদ্ধ হয়ে অপরাধীদের প্রতিহত করেছেন বলে জানা গেছে।	[297, 515, 385, 526]
divider	[297, 256, 385, 257]
divider	[297, 435, 385, 436]
classifieds-column	[8, 40, 68, 980]
headline: বিএসএমের হাতে ঢাকার স্বল্প বাংলাদেশ	[299, 45, 383, 73]
article-text: (প্রথম পৃষ্ঠার পর) সড়ক দুর্ঘটনায় একটি বাস খাদে পড়ে যায়। এতে কয়েকজন যাত্রী আহত হন। স্থানীয়রা উদ্ধার কাজে অংশ নেন এবং আহতদের হাসপাতালে পাঠান। পুলিশ জানিয়েছে, চালকের অসাবধানতায় এ দুর্ঘটনা ঘটে থাকতে পারে। ঘটনার পর চালক পলাতক রয়েছেন। তাঁকে গ্রেফতারে অভিযান চলছে বলে জানিয়েছে পুলিশ।	[555, 481, 642, 526]
article-text: (প্রথম পৃষ্ঠার পর) পার্বত্য এলাকায় নিরাপত্তা জোরদার করা হয়েছে। পর্যটকদের আগাম অনুমতি নিয়ে ভ্রমণের পরামর্শ দেওয়া হয়েছে। স্থানীয় প্রশাসন জানিয়েছে, পরিস্থিতি স্বাভাবিক হলে সব বিধিনিষেধ তুলে নেওয়া হবে। এ ছাড়া পাহাড়ি এলাকার বাসিন্দাদের জীবনযাত্রা স্বাভাবিক রাখতে প্রয়োজনীয় ব্যবস্থা নেওয়া হয়েছে।	[391, 565, 549, 588]
article-text: (প্রথম পৃষ্ঠার পর) বিএনপির চেয়ারপারসন খালেদা জিয়ার শারীরিক অবস্থা স্থিতিশীল রয়েছে বলে জানিয়েছেন তাঁর ব্যক্তিগত চিকিৎসক। মেডিকেল বোর্ডের সদস্যরা জানান, ফুসফুসে সংক্রমণের কারণে তাঁকে হাসপাতালে ভর্তি করা হয়। তাঁর চিকিৎসায় দেশি-বিদেশি বিশেষজ্ঞ চিকিৎসকরা কাজ করছেন। দলের নেতা-কর্মীরা তাঁর দ্রুত সুস্থতা কামনা করে দোয়া চেয়েছেন। বিভিন্ন পরীক্ষা-নিরীক্ষার পর পরবর্তী চিকিৎসা পদ্ধতি নির্ধারণ করা হবে বলে জানানো হয়েছে।	[176, 60, 290, 105]
article-text: (প্রথম পৃষ্ঠার পর) কমিশনের কাঠামো ও নিয়োগ প্রক্রিয়ায় স্বচ্ছতা আনতে সংস্কার প্রস্তাব দেওয়া হয়েছে। বিশেষজ্ঞরা বলছেন, মেধাভিত্তিক নিয়োগ নিশ্চিত করা জরুরি।	[297, 181, 385, 204]
divider	[74, 261, 169, 262]
tagline: সাধারণ মানুষের পত্রিকা	[513, 4, 550, 9]
article-text: (প্রথম পৃষ্ঠার পর) সড়ক দুর্ঘটনায় একটি বাস খাদে পড়ে যায়। এতে কয়েকজন যাত্রী আহত হন। স্থানীয়রা উদ্ধার কাজে অংশ নেন এবং আহতদের হাসপাতালে পাঠান। পুলিশ জানিয়েছে, চালকের অসাবধানতায় এ দুর্ঘটনা ঘটে থাকতে পারে। ঘটনার পর চালক পলাতক রয়েছেন। তাঁকে গ্রেফতারে অভিযান চলছে বলে জানিয়েছে পুলিশ।	[555, 341, 642, 386]
classified-ad: বিদেশ কাজের সুযোগ : ইতালি, রোমানিয়া, হাঙ্গেরি, সার্বিয়া, পোল্যান্ড, ক্রোয়েশিয়া, মাল্টা ওয়ার্ক পারমিট ভিসা। খরচ কাজে যোগদানের পর। ০১৭৯৯-৫৫৫১১১	[8, 106, 68, 141]
article-text: (প্রথম পৃষ্ঠার পর) নদীর দুই তীরে হাজারো মানুষের ঢল নামে। ঐতিহ্যবাহী এ প্রতিযোগিতায় বিভিন্ন এলাকার ২০টি নৌকা অংশ নেয়। বিজয়ীদের মাঝে পুরস্কার বিতরণ করেন স্থানীয় জনপ্রতিনিধিরা।	[74, 494, 169, 517]
misc-box	[74, 520, 169, 586]
article-text: (প্রথম পৃষ্ঠার পর) মধ্যপ্রাচ্যসহ বিভিন্ন দেশে কর্মরত প্রবাসী শ্রমিকরা নানা সমস্যার মুখোমুখি হচ্ছেন। রেমিট্যান্সযোদ্ধাদের সুরক্ষায় সরকার নতুন উদ্যোগ নিচ্ছে। প্রবাসী কল্যাণ মন্ত্রণালয় সূত্র জানায়, বিদেশে শ্রমবাজার সম্প্রসারণে কূটনৈতিক তৎপরতা বাড়ানো হয়েছে। গত অর্থবছরে রেকর্ড পরিমাণ রেমিট্যান্স দেশে এসেছে।	[176, 375, 290, 409]
section-heading: পাত্র/পাত্রী	[8, 378, 68, 391]
article-text: (প্রথম পৃষ্ঠার পর) উপকূলীয় এলাকায় বেড়িবাঁধ নির্মাণের কাজ চলছে। স্থানীয়রা দ্রুত কাজ শেষ করার দাবি জানান।	[297, 395, 385, 413]
article-text: (প্রথম পৃষ্ঠার পর) নদীর দুই তীরে হাজারো মানুষের ঢল নামে। ঐতিহ্যবাহী এ প্রতিযোগিতায় বিভিন্ন এলাকার ২০টি নৌকা অংশ নেয়। বিজয়ীদের মাঝে পুরস্কার বিতরণ করেন স্থানীয় জনপ্রতিনিধিরা।	[74, 470, 169, 492]
divider	[391, 423, 549, 424]
article-text: (প্রথম পৃষ্ঠার পর) সাইবার অপরাধ দমনে পুলিশের বিশেষ ইউনিট কাজ করছে বলে জানানো হয়েছে।	[297, 355, 385, 372]
news-column-5	[391, 40, 549, 980]
article-text: (প্রথম পৃষ্ঠার পর) কমিশনের কাঠামো ও নিয়োগ প্রক্রিয়ায় স্বচ্ছতা আনতে সংস্কার প্রস্তাব দেওয়া হয়েছে। বিশেষজ্ঞরা বলছেন, মেধাভিত্তিক নিয়োগ নিশ্চিত করা জরুরি।	[297, 206, 385, 228]
section-heading: বিবিধ	[77, 525, 166, 538]
article-text: (প্রথম পৃষ্ঠার পর) পার্বত্য এলাকায় নিরাপত্তা জোরদার করা হয়েছে। পর্যটকদের আগাম অনুমতি নিয়ে ভ্রমণের পরামর্শ দেওয়া হয়েছে। স্থানীয় প্রশাসন জানিয়েছে, পরিস্থিতি স্বাভাবিক হলে সব বিধিনিষেধ তুলে নেওয়া হবে। এ ছাড়া পাহাড়ি এলাকার বাসিন্দাদের জীবনযাত্রা স্বাভাবিক রাখতে প্রয়োজনীয় ব্যবস্থা নেওয়া হয়েছে।	[391, 443, 549, 466]
article-text: ঢাকার অর্থনৈতিক অঞ্চলে বিনিয়োগ বাড়াতে নতুন উদ্যোগ নেওয়া হয়েছে। সংশ্লিষ্টরা বলছেন, অবকাঠামো উন্নয়ন ও সেবা সহজীকরণের মাধ্যমে বিদেশি বিনিয়োগ আকর্ষণ করা সম্ভব হবে।	[297, 135, 385, 158]
dateline: সোমবার ৭ অক্টোবর ২০২৪ । ২২ আশ্বিন ১৪৩১	[76, 23, 190, 30]
article-text: (প্রথম পৃষ্ঠার পর) বন্যায় কৃষকদের ফসলের ব্যাপক ক্ষতি হয়েছে। কৃষি বিভাগ ক্ষতিগ্রস্তদের তালিকা তৈরি করছে।	[297, 455, 385, 472]
article-text: (প্রথম পৃষ্ঠার পর) বিএনপির চেয়ারপারসন খালেদা জিয়ার শারীরিক অবস্থা স্থিতিশীল রয়েছে বলে জানিয়েছেন তাঁর ব্যক্তিগত চিকিৎসক। মেডিকেল বোর্ডের সদস্যরা জানান, ফুসফুসে সংক্রমণের কারণে তাঁকে হাসপাতালে ভর্তি করা হয়। তাঁর চিকিৎসায় দেশি-বিদেশি বিশেষজ্ঞ চিকিৎসকরা কাজ করছেন। দলের নেতা-কর্মীরা তাঁর দ্রুত সুস্থতা কামনা করে দোয়া চেয়েছেন। বিভিন্ন পরীক্ষা-নিরীক্ষার পর পরবর্তী চিকিৎসা পদ্ধতি নির্ধারণ করা হবে বলে জানানো হয়েছে।	[176, 106, 290, 151]
headline: ৩৩ পদ	[220, 454, 246, 465]
headline: পিএসসি সংস্কার করে	[305, 167, 377, 178]
article-text: (প্রথম পৃষ্ঠার পর) জাতীয় নাগরিক কমিটির প্রতিনিধিরা বিভিন্ন জেলা সফর করছেন। তাঁরা স্থানীয় পর্যায়ে সংগঠন গোছানোর কাজ করছেন এবং সাধারণ মানুষের মতামত সংগ্রহ করছেন। কমিটির নেতারা বলেন, রাষ্ট্র সংস্কারে সবার অংশগ্রহণ নিশ্চিত করতে চাই। এ সময় তাঁরা রাষ্ট্রের বিভিন্ন প্রতিষ্ঠানের সংস্কার বিষয়ে নাগরিকদের প্রস্তাব শোনেন এবং তা লিখিত আকারে সংগ্রহ করেন। আগামীতে আরও জেলায় এ কর্মসূচি পালন করা হবে।	[391, 219, 549, 253]
